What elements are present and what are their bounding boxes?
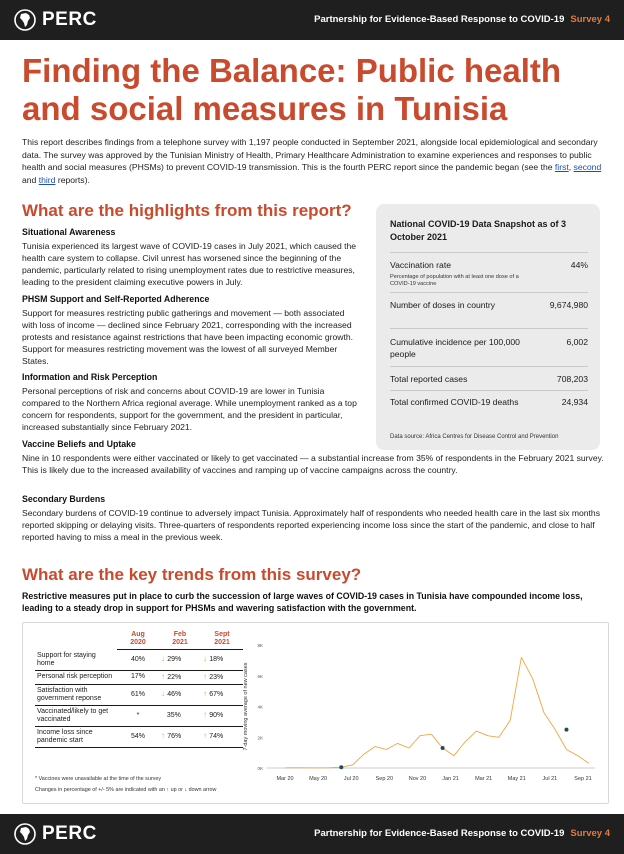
cell-value: 46%	[167, 691, 182, 698]
table-row	[35, 684, 243, 705]
highlight-body: Personal perceptions of risk and concerns about COVID-19 are lower in Tunisia compared to the Northern Africa regional average. While unemployment ranked as a top concern for respondents, support for the government, and the president in particular, increased substantially since February 2021.	[22, 386, 357, 432]
link-second-report[interactable]: second	[573, 162, 602, 172]
highlight-body: Secondary burdens of COVID-19 continue to adversely impact Tunisia. Approximately half of respondents who needed health care in the last six months reported skipping or delaying visits. Three-quarters of respondents reported experiencing income loss since the start of the pandemic, and close to half reported having to miss a meal in the previous week.	[22, 508, 601, 542]
arrow-down-icon: ↓	[203, 654, 210, 664]
series-line	[285, 657, 589, 768]
brand-name: PERC	[42, 823, 97, 844]
header-tagline	[314, 14, 610, 25]
snapshot-value: 24,934	[561, 397, 588, 407]
cell-value: 22%	[167, 673, 182, 681]
trends-table	[35, 631, 243, 748]
cell-value: 90%	[209, 712, 224, 719]
snapshot-title: National COVID-19 Data Snapshot as of 3 October 2021	[390, 219, 567, 242]
table-cell	[201, 726, 243, 747]
perc-logo-footer[interactable]	[14, 823, 97, 845]
table-cell	[159, 705, 201, 726]
row-label: Income loss since pandemic start	[35, 726, 117, 747]
survey-marker	[339, 765, 343, 769]
table-cell	[201, 705, 243, 726]
snapshot-row-doses	[390, 292, 588, 329]
cell-value: 54%	[130, 732, 145, 740]
cell-value: 35%	[166, 711, 181, 719]
africa-globe-icon	[14, 823, 36, 845]
table-cell	[159, 670, 201, 684]
highlight-body: Support for measures restricting public gatherings and movement — both associated with loss of income — declined since February 2021, corresponding with the increased protests and resistance against restrictions that have been impacting economic growth. Support for measures restricting movement was the lowest of all surveyed Member States.	[22, 308, 354, 366]
table-cell	[201, 684, 243, 705]
africa-globe-icon	[14, 9, 36, 31]
intro-paragraph	[22, 136, 604, 186]
snapshot-label: Total reported cases	[390, 374, 468, 384]
highlight-title: Situational Awareness	[22, 227, 116, 237]
x-tick-label: Jan 21	[442, 776, 459, 782]
tagline-text: Partnership for Evidence-Based Response to COVID-19	[314, 828, 565, 839]
trends-lead: Restrictive measures put in place to curb the succession of large waves of COVID-19 cases in Tunisia have compounded income loss, leading to a steady drop in support for PHSMs and wavering satisfaction with the government.	[22, 591, 583, 613]
page-title: Finding the Balance: Public health and social measures in Tunisia	[22, 52, 562, 127]
arrow-down-icon: ↓	[161, 689, 168, 698]
cell-value: 40%	[130, 655, 145, 663]
row-label: Satisfaction with government reponse	[35, 684, 117, 705]
cell-value: 17%	[130, 673, 145, 680]
arrow-up-icon: ↑	[203, 671, 210, 681]
intro-text-end: reports).	[55, 174, 90, 185]
row-label: Personal risk perception	[35, 670, 117, 684]
col-header	[117, 631, 159, 650]
cell-value: 18%	[209, 656, 224, 664]
cell-value: 29%	[167, 656, 182, 664]
x-tick-label: May 20	[309, 776, 328, 782]
snapshot-row-deaths	[390, 390, 588, 429]
highlight-title: Information and Risk Perception	[22, 372, 158, 382]
table-cell	[117, 670, 159, 684]
intro-sep: ,	[568, 162, 574, 172]
intro-text: This report describes findings from a telephone survey with 1,197 people conducted in September 2021, alongside local epidemiological and secondary data. The survey was approved by the Tunisian Ministry of Health, Primary Healthcare Administration to examine experiences and responses to public health and social measures (PHSMs) to prevent COVID-19 transmission. This is the fourth PERC report since the pandemic began (see the	[22, 137, 598, 172]
link-first-report[interactable]: first	[554, 162, 569, 172]
table-cell	[159, 684, 201, 705]
highlight-title: Vaccine Beliefs and Uptake	[22, 439, 136, 449]
arrow-up-icon: ↑	[203, 689, 210, 698]
table-row	[35, 726, 243, 747]
snapshot-value: 708,203	[556, 374, 588, 384]
arrow-up-icon: ↑	[161, 671, 168, 681]
footer-tagline	[314, 828, 610, 839]
col-header-line: Sept	[214, 631, 230, 638]
intro-sep: and	[22, 174, 39, 185]
table-cell	[201, 650, 243, 671]
highlight-phsm	[22, 293, 362, 367]
arrow-up-icon: ↑	[203, 710, 210, 719]
table-row	[35, 705, 243, 726]
tagline-text: Partnership for Evidence-Based Response to COVID-19	[314, 14, 565, 25]
cell-value: 76%	[167, 733, 182, 740]
highlight-burdens	[22, 493, 607, 543]
snapshot-row-cases	[390, 366, 588, 391]
row-label: Vaccinated/likely to get vaccinated	[35, 705, 117, 726]
x-tick-label: Sep 21	[574, 776, 592, 782]
snapshot-sublabel: Percentage of population with at least one dose of a COVID-19 vaccine	[390, 274, 519, 287]
survey-label: Survey 4	[570, 828, 610, 839]
link-third-report[interactable]: third	[38, 174, 56, 185]
y-tick-label: 4K	[257, 704, 263, 710]
data-snapshot-panel	[376, 204, 600, 450]
highlight-body: Tunisia experienced its largest wave of COVID-19 cases in July 2021, which caused the health care system to collapse. Civil unrest has worsened since the beginning of the pandemic, particularly related to rising unemployment rates due to restrictive measures, leading to the president claiming executive powers in July.	[22, 241, 357, 287]
col-header-line: Aug	[131, 631, 145, 638]
trends-heading: What are the key trends from this survey?	[22, 565, 362, 584]
snapshot-label: Number of doses in country	[390, 300, 496, 310]
table-footnote-arrows: Changes in percentage of +/- 5% are indicated with an ↑ up or ↓ down arrow	[35, 787, 217, 793]
snapshot-label: Total confirmed COVID-19 deaths	[390, 397, 519, 407]
table-cell	[117, 684, 159, 705]
snapshot-source: Data source: Africa Centres for Disease Control and Prevention	[390, 434, 559, 440]
col-header-line: Feb	[173, 631, 187, 638]
highlight-title: PHSM Support and Self-Reported Adherence	[22, 294, 210, 304]
table-row	[35, 650, 243, 671]
header-bar	[0, 0, 624, 40]
footer-bar	[0, 814, 624, 854]
y-tick-label: 2K	[257, 735, 263, 741]
survey-marker	[564, 728, 568, 732]
cases-line-chart	[243, 637, 601, 787]
arrow-down-icon: ↓	[161, 654, 168, 664]
cell-value: 67%	[209, 691, 224, 698]
cell-value: 74%	[209, 733, 224, 740]
perc-logo[interactable]	[14, 9, 97, 31]
table-header-row	[35, 631, 243, 650]
col-header	[201, 631, 243, 650]
arrow-up-icon: ↑	[203, 731, 210, 740]
cell-value: *	[136, 711, 140, 719]
x-tick-label: Nov 20	[408, 776, 427, 782]
trends-figure	[22, 622, 609, 804]
snapshot-label: Vaccination rate	[390, 260, 451, 270]
table-row	[35, 670, 243, 684]
col-header	[159, 631, 201, 650]
table-cell	[117, 705, 159, 726]
col-header-line: 2021	[214, 639, 230, 646]
highlight-risk	[22, 371, 362, 433]
x-tick-label: Sep 20	[375, 776, 394, 782]
arrow-up-icon: ↑	[161, 731, 168, 740]
trends-table-body	[35, 650, 243, 748]
table-cell	[159, 650, 201, 671]
table-cell	[117, 726, 159, 747]
snapshot-row-vaccination	[390, 252, 588, 293]
highlight-situational	[22, 226, 362, 288]
table-header-blank	[35, 631, 117, 650]
snapshot-value: 44%	[570, 260, 588, 270]
highlight-title: Secondary Burdens	[22, 494, 106, 504]
survey-label: Survey 4	[570, 14, 610, 25]
y-tick-label: 0K	[257, 766, 263, 771]
x-tick-label: May 21	[507, 776, 526, 782]
snapshot-label: Cumulative incidence per 100,000 people	[390, 337, 520, 359]
x-tick-label: Mar 21	[475, 776, 493, 782]
table-cell	[201, 670, 243, 684]
y-axis-label: 7-day moving average of new cases	[243, 662, 249, 751]
col-header-line: 2021	[172, 639, 188, 646]
snapshot-row-incidence	[390, 328, 588, 367]
highlight-body: Nine in 10 respondents were either vaccinated or likely to get vaccinated — a substantial increase from 35% of respondents in the February 2021 survey. This is likely due to the increased availability of vaccines and ramping up of vaccine campaigns across the country.	[22, 453, 604, 475]
y-tick-label: 8K	[257, 643, 263, 648]
x-tick-label: Mar 20	[276, 776, 294, 782]
table-cell	[117, 650, 159, 671]
snapshot-value: 9,674,980	[549, 300, 588, 310]
table-cell	[159, 726, 201, 747]
brand-name: PERC	[42, 9, 97, 30]
x-tick-label: Jul 21	[542, 776, 558, 782]
row-label: Support for staying home	[35, 650, 117, 671]
y-tick-label: 6K	[257, 673, 263, 679]
cell-value: 61%	[130, 690, 145, 698]
table-footnote: * Vaccines were unavailable at the time of the survey	[35, 776, 162, 782]
snapshot-value: 6,002	[566, 337, 588, 347]
cell-value: 23%	[209, 673, 224, 681]
highlights-heading: What are the highlights from this report?	[22, 201, 352, 220]
col-header-line: 2020	[130, 639, 146, 646]
x-tick-label: Jul 20	[343, 776, 359, 782]
survey-marker	[441, 746, 445, 750]
